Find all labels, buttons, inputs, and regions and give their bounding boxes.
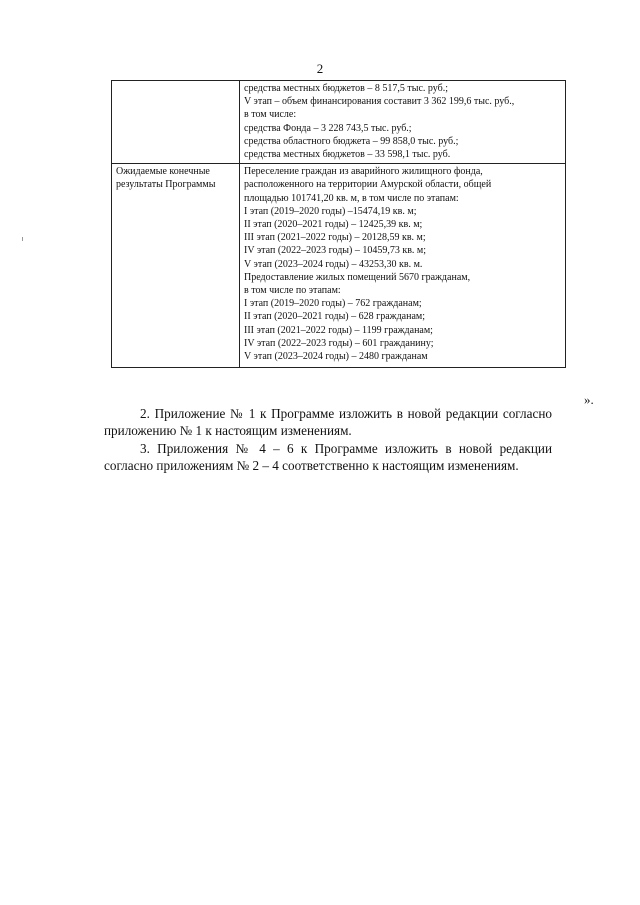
content-line: I этап (2019–2020 годы) –15474,19 кв. м; xyxy=(244,205,417,217)
content-line: средства местных бюджетов – 8 517,5 тыс. руб.; xyxy=(244,83,449,94)
content-line: V этап – объем финансирования составит 3 362 199,6 тыс. руб., xyxy=(244,96,515,108)
content-line: IV этап (2022–2023 годы) – 601 гражданину; xyxy=(244,337,434,349)
scan-margin-mark xyxy=(22,237,23,241)
content-line: IV этап (2022–2023 годы) – 10459,73 кв. м; xyxy=(244,245,427,257)
page-number: 2 xyxy=(316,61,324,76)
table-row xyxy=(112,164,566,368)
row-label-cell xyxy=(112,164,240,368)
content-line: I этап (2019–2020 годы) – 762 гражданам; xyxy=(244,298,422,310)
row-label-cell xyxy=(112,81,240,164)
content-line: средства местных бюджетов – 33 598,1 тыс. руб. xyxy=(244,149,451,161)
content-line: II этап (2020–2021 годы) – 628 гражданам; xyxy=(244,311,426,323)
label-line: результаты Программы xyxy=(116,179,216,191)
content-line: V этап (2023–2024 годы) – 43253,30 кв. м. xyxy=(244,258,423,270)
amendment-paragraph-2: 2. Приложение № 1 к Программе изложить в новой редакции согласно приложению № 1 к настоящим изменениям. xyxy=(104,406,552,438)
program-passport-table xyxy=(111,80,566,368)
content-line: в том числе по этапам: xyxy=(244,285,341,297)
amendment-paragraph-3: 3. Приложения № 4 – 6 к Программе изложить в новой редакции согласно приложениям № 2 – 4 соответственно к настоящим изменениям. xyxy=(104,441,552,473)
content-line: в том числе: xyxy=(244,109,297,121)
content-line: III этап (2021–2022 годы) – 1199 гражданам; xyxy=(244,324,433,336)
content-line: средства Фонда – 3 228 743,5 тыс. руб.; xyxy=(244,122,412,134)
content-line: III этап (2021–2022 годы) – 20128,59 кв. м; xyxy=(244,232,426,244)
row-content-cell xyxy=(240,164,566,368)
closing-quote: ». xyxy=(584,392,594,407)
content-line: Предоставление жилых помещений 5670 гражданам, xyxy=(244,271,471,283)
content-line: V этап (2023–2024 годы) – 2480 гражданам xyxy=(244,351,428,363)
content-line: Переселение граждан из аварийного жилищного фонда, xyxy=(244,166,483,178)
label-line: Ожидаемые конечные xyxy=(116,166,210,178)
content-line: расположенного на территории Амурской области, общей xyxy=(244,179,492,191)
content-line: площадью 101741,20 кв. м, в том числе по этапам: xyxy=(244,192,459,204)
table-row xyxy=(112,81,566,164)
row-content-cell xyxy=(240,81,566,164)
content-line: средства областного бюджета – 99 858,0 тыс. руб.; xyxy=(244,135,459,147)
content-line: II этап (2020–2021 годы) – 12425,39 кв. м; xyxy=(244,219,423,231)
